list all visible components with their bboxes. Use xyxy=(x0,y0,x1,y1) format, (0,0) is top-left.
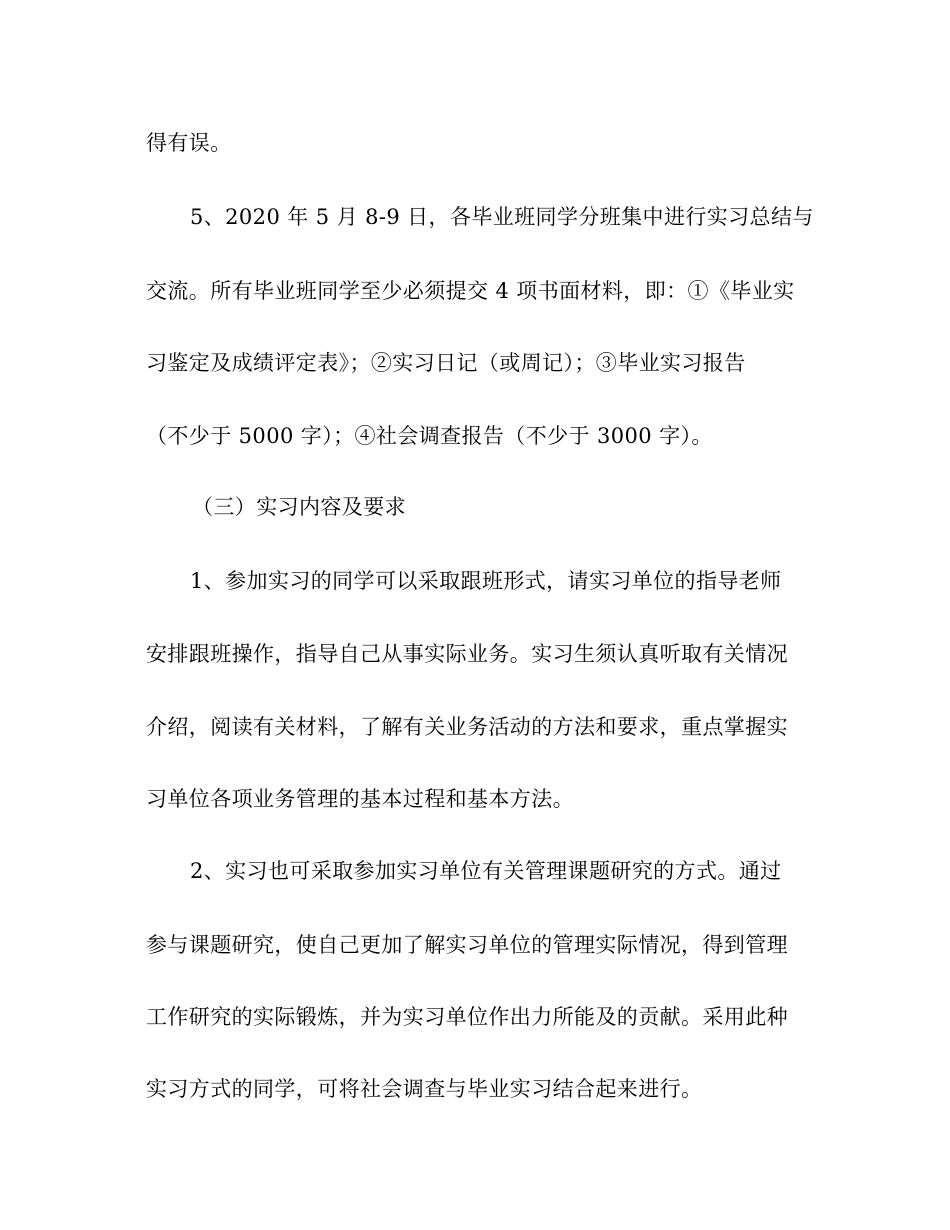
paragraph-line: 习单位各项业务管理的基本过程和基本方法。 xyxy=(146,787,574,811)
paragraph-line: 1、参加实习的同学可以采取跟班形式，请实习单位的指导老师 xyxy=(190,569,782,593)
paragraph-line: （不少于 5000 字）；④社会调查报告（不少于 3000 字）。 xyxy=(146,424,713,448)
paragraph-line: 2、实习也可采取参加实习单位有关管理课题研究的方式。通过 xyxy=(190,859,782,883)
paragraph-line: 5、2020 年 5 月 8-9 日，各毕业班同学分班集中进行实习总结与 xyxy=(190,205,814,229)
paragraph-line: 习鉴定及成绩评定表》；②实习日记（或周记）；③毕业实习报告 xyxy=(146,351,746,375)
paragraph-line: 工作研究的实际锻炼，并为实习单位作出力所能及的贡献。采用此种 xyxy=(146,1005,788,1029)
paragraph-line: 得有误。 xyxy=(146,131,232,155)
paragraph-line: 参与课题研究，使自己更加了解实习单位的管理实际情况，得到管理 xyxy=(146,933,788,957)
paragraph-line: 交流。所有毕业班同学至少必须提交 4 项书面材料，即：①《毕业实 xyxy=(146,279,795,303)
section-heading: （三）实习内容及要求 xyxy=(192,495,406,519)
paragraph-line: 安排跟班操作，指导自己从事实际业务。实习生须认真听取有关情况 xyxy=(146,642,788,666)
paragraph-line: 实习方式的同学，可将社会调查与毕业实习结合起来进行。 xyxy=(146,1077,703,1101)
paragraph-line: 介绍，阅读有关材料，了解有关业务活动的方法和要求，重点掌握实 xyxy=(146,715,788,739)
